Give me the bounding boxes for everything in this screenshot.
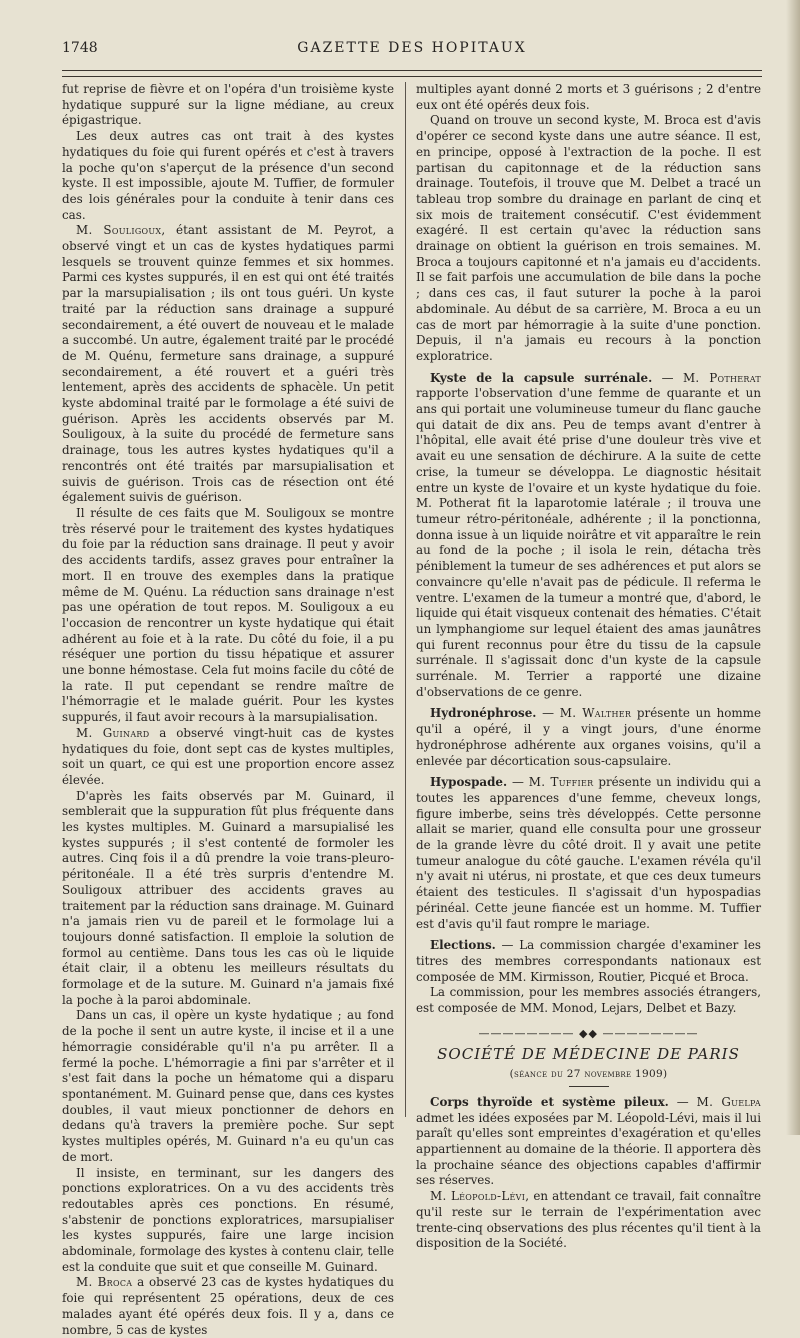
right-column — [416, 82, 762, 1251]
speaker-name: M. Souligoux, — [76, 223, 166, 238]
paragraph — [416, 1189, 761, 1252]
paragraph-text: présente un individu qui a toutes les apparences d'une femme, cheveux longs, figure imberbe, seins très développés. Cette personne allait se marier, quand elle consulta pour une grosseur de la grande lèvre du côté droit. Il y avait une petite tumeur analogue du côté gauche. L'examen révéla qu'il n'y avait ni utérus, ni prostate, et que ces deux tumeurs étaient des testicules. Il s'agissait d'un hypospadias périnéal. Cette jeune fiancée est un homme. M. Tuffier est d'avis qu'il faut rompre le mariage. — [416, 775, 761, 931]
paragraph: D'après les faits observés par M. Guinard, il semblerait que la suppuration fût plus fréquente dans les kystes multiples. M. Guinard a marsupialisé les kystes suppurés ; il s'est contenté de formoler les autres. Cinq fois il a dû prendre la voie trans-pleuro-péritonéale. Il a été très surpris d'entendre M. Souligoux attribuer des accidents graves au traitement par la réduction sans drainage. M. Guinard n'a jamais rien vu de pareil et le formolage lui a toujours donné satisfaction. Il emploie la solution de formol au centième. Dans tous les cas où le liquide était clair, il a obtenu les meilleurs résultats du formolage et de la suture. M. Guinard n'a jamais fixé la poche à la paroi abdominale. — [62, 788, 394, 1007]
header-rule-top — [62, 70, 762, 71]
paragraph — [62, 223, 394, 506]
speaker-name: M. Broca — [76, 1275, 133, 1290]
paragraph: fut reprise de fièvre et on l'opéra d'un troisième kyste hydatique suppuré sur la ligne médiane, au creux épigastrique. — [62, 82, 394, 128]
speaker-name: M. Guinard — [76, 725, 150, 740]
page-header — [62, 40, 762, 68]
topic-heading: Hydronéphrose. — [430, 706, 537, 721]
report-hypospade: Hypospade. — M. Tuffier présente un individu qui a toutes les apparences d'une femme, cheveux longs, figure imberbe, seins très développés. Cette personne allait se marier, quand elle consulta pour une grosseur de la grande lèvre du côté droit. Il y avait une petite tumeur analogue du côté gauche. L'examen révéla qu'il n'y avait ni utérus, ni prostate, et que ces deux tumeurs étaient des testicules. Il s'agissait d'un hypospadias périnéal. Cette jeune fiancée est un homme. M. Tuffier est d'avis qu'il faut rompre le mariage. — [416, 775, 761, 931]
paragraph: La commission, pour les membres associés étrangers, est composée de MM. Monod, Lejars, Delbet et Bazy. — [416, 985, 761, 1016]
page-number: 1748 — [62, 40, 98, 56]
paragraph-text: rapporte l'observation d'une femme de quarante et un ans qui portait une volumineuse tumeur du flanc gauche qui datait de dix ans. Peu de temps avant d'entrer à l'hôpital, elle avait été prise d'une douleur très vive et avait eu une sensation de déchirure. A la suite de cette crise, la tumeur se développa. Le diagnostic hésitait entre un kyste de l'ovaire et un kyste hydatique du foie. M. Potherat fit la laparotomie latérale ; il trouva une tumeur rétro-péritonéale, adhérente ; il la ponctionna, donna issue à un liquide noirâtre et vit apparaître le rein au fond de la poche ; il isola le rein, détacha très péniblement la tumeur de ses adhérences et put alors se convaincre qu'elle n'avait pas de pédicule. Il referma le ventre. L'examen de la tumeur a montré que, d'abord, le liquide qui était visqueux contenait des hématies. C'était un lymphangiome sur lequel étaient des amas jaunâtres qui furent reconnus pour être du tissu de la capsule surrénale. Il s'agissait donc d'un kyste de la capsule surrénale. M. Terrier a rapporté une dizaine d'observations de ce genre. — [416, 386, 761, 699]
section-ornament: ———————— ◆◆ ———————— — [478, 1026, 699, 1040]
topic-heading: Kyste de la capsule surrénale. — [430, 370, 653, 385]
page-edge — [786, 0, 800, 1135]
report-kyste-surrenal: Kyste de la capsule surrénale. — M. Potherat rapporte l'observation d'une femme de quarante et un ans qui portait une volumineuse tumeur du flanc gauche qui datait de dix ans. Peu de temps avant d'entrer à l'hôpital, elle avait été prise d'une douleur très vive et avait eu une sensation de déchirure. A la suite de cette crise, la tumeur se développa. Le diagnostic hésitait entre un kyste de l'ovaire et un kyste hydatique du foie. M. Potherat fit la laparotomie latérale ; il trouva une tumeur rétro-péritonéale, adhérente ; il la ponctionna, donna issue à un liquide noirâtre et vit apparaître le rein au fond de la poche ; il isola le rein, détacha très péniblement la tumeur de ses adhérences et put alors se convaincre qu'elle n'avait pas de pédicule. Il referma le ventre. L'examen de la tumeur a montré que, d'abord, le liquide qui était visqueux contenait des hématies. C'était un lymphangiome sur lequel étaient des amas jaunâtres qui furent reconnus pour être du tissu de la capsule surrénale. Il s'agissait donc d'un kyste de la capsule surrénale. M. Terrier a rapporté une dizaine d'observations de ce genre. — [416, 370, 762, 699]
paragraph-text: admet les idées exposées par M. Léopold-Lévi, mais il lui paraît qu'elles sont empreintes d'exagération et qu'elles appartiennent au domaine de la théorie. Il apportera dès la prochaine séance des objections capables d'affirmir ses réserves. — [416, 1110, 761, 1188]
section-rule — [569, 1086, 609, 1087]
report-elections: Elections. — La commission chargée d'examiner les titres des membres correspondants nationaux est composée de MM. Kirmisson, Routier, Picqué et Broca. — [416, 938, 761, 984]
left-column — [62, 82, 394, 1337]
topic-heading: Elections. — [430, 938, 496, 953]
speaker-name: M. Potherat — [682, 370, 762, 385]
paragraph-text: étant assistant de M. Peyrot, a observé vingt et un cas de kystes hydatiques parmi lesquels se trouvent quinze femmes et six hommes. Parmi ces kystes suppurés, il en est qui ont été traités par la marsupialisation ; ils ont tous guéri. Un kyste traité par la réduction sans drainage a suppuré secondairement, a été ouvert de nouveau et le malade a succombé. Un autre, également traité par le procédé de M. Quénu, fermeture sans drainage, a suppuré secondairement, a été rouvert et a guéri très lentement, après des accidents de sphacèle. Un petit kyste abdominal traité par le formolage a été suivi de guérison. Après les accidents observés par M. Souligoux, à la suite du procédé de fermeture sans drainage, tous les autres kystes hydatiques qu'il a rencontrés ont été traités par marsupialisation et suivis de guérison. Trois cas de résection ont été également suivis de guérison. — [62, 223, 394, 505]
speaker-name: M. Walther — [559, 706, 632, 721]
paragraph — [62, 726, 394, 789]
paragraph-text: a observé 23 cas de kystes hydatiques du foie qui représentent 25 opérations, deux de ces malades ayant été opérés deux fois. Il y a, dans ce nombre, 5 cas de kystes — [62, 1275, 394, 1337]
paragraph: Les deux autres cas ont trait à des kystes hydatiques du foie qui furent opérés et c'est à travers la poche qu'on s'aperçut de la présence d'un second kyste. Il est impossible, ajoute M. Tuffier, de formuler des lois générales pour la conduite à tenir dans ces cas. — [62, 129, 394, 222]
header-rule-bottom — [62, 76, 762, 77]
column-divider — [405, 82, 406, 1117]
paragraph-text: présente un homme qu'il a opéré, il y a vingt jours, d'une énorme hydronéphrose adhérente aux organes voisins, qu'il a enlevée par décortication sous-capsulaire. — [416, 706, 761, 768]
speaker-name: M. Guelpa — [696, 1094, 761, 1109]
paragraph: Dans un cas, il opère un kyste hydatique ; au fond de la poche il sent un autre kyste, il incise et il a une hémorragie considérable qu'il n'a pu arrêter. Il a fermé la poche. L'hémorragie a fini par s'arrêter et il s'est fait dans la poche un hématome qui a disparu spontanément. M. Guinard pense que, dans ces kystes doubles, il vaut mieux ponctionner de dehors en dedans qu'à travers la première poche. Sur sept kystes multiples opérés, M. Guinard n'a eu qu'un cas de mort. — [62, 1008, 394, 1164]
paragraph — [62, 1275, 394, 1338]
section-title: SOCIÉTÉ DE MÉDECINE DE PARIS — [437, 1045, 740, 1064]
paragraph-text: en attendant ce travail, fait connaître qu'il reste sur le terrain de l'expérimentation avec trente-cinq observations des plus récentes qu'il tient à la disposition de la Société. — [416, 1189, 762, 1251]
paragraph: Il résulte de ces faits que M. Souligoux se montre très réservé pour le traitement des kystes hydatiques du foie par la réduction sans drainage. Il peut y avoir des accidents tardifs, assez graves pour entraîner la mort. Il en trouve des exemples dans la pratique même de M. Quénu. La réduction sans drainage n'est pas une opération de tout repos. M. Souligoux a eu l'occasion de rencontrer un kyste hydatique qui était adhérent au foie et à la rate. Du côté du foie, il a pu réséquer une portion du tissu hépatique et assurer une bonne hémostase. Cela fut moins facile du côté de la rate. Il put cependant se rendre maître de l'hémorragie et le malade guérit. Pour les kystes suppurés, il faut avoir recours à la marsupialisation. — [62, 505, 394, 725]
paragraph: Il insiste, en terminant, sur les dangers des ponctions exploratrices. On a vu des accidents très redoutables après ces ponctions. En résumé, s'abstenir de ponctions exploratrices, marsupialiser les kystes suppurés, faire une large incision abdominale, formolage des kystes à contenu clair, telle est la conduite que suit et que conseille M. Guinard. — [62, 1165, 394, 1274]
running-title: GAZETTE DES HOPITAUX — [297, 40, 527, 56]
speaker-name: M. Léopold-Lévi, — [430, 1189, 530, 1204]
paragraph-text: La commission chargée d'examiner les titres des membres correspondants nationaux est composée de MM. Kirmisson, Routier, Picqué et Broca. — [416, 938, 761, 984]
topic-heading: Corps thyroïde et système pileux. — [430, 1094, 669, 1109]
paragraph: multiples ayant donné 2 morts et 3 guérisons ; 2 d'entre eux ont été opérés deux fois. — [416, 82, 761, 112]
report-hydronephrose: Hydronéphrose. — M. Walther présente un homme qu'il a opéré, il y a vingt jours, d'une énorme hydronéphrose adhérente aux organes voisins, qu'il a enlevée par décortication sous-capsulaire. — [416, 706, 761, 768]
paragraph: Quand on trouve un second kyste, M. Broca est d'avis d'opérer ce second kyste dans une autre séance. Il est, en principe, opposé à l'extraction de la poche. Il est partisan du capitonnage et de la réduction sans drainage. Toutefois, il trouve que M. Delbet a tracé un tableau trop sombre du drainage en parlant de cinq et six mois de traitement consécutif. C'est évidemment exagéré. Il est certain qu'avec la réduction sans drainage on obtient la guérison en trois semaines. M. Broca a toujours capitonné et n'a jamais eu d'accidents. Il se fait parfois une accumulation de bile dans la poche ; dans ces cas, il faut suturer la poche à la paroi abdominale. Au début de sa carrière, M. Broca a eu un cas de mort par hémorragie à la suite d'une ponction. Depuis, il n'a jamais eu recours à la ponction exploratrice. — [416, 113, 761, 363]
speaker-name: M. Tuffier — [528, 775, 594, 790]
topic-heading: Hypospade. — [430, 775, 508, 790]
paragraph-text: a observé vingt-huit cas de kystes hydatiques du foie, dont sept cas de kystes multiples, soit un quart, ce qui est une proportion encore assez élevée. — [62, 725, 394, 787]
report-corps-thyroide: Corps thyroïde et système pileux. — M. Guelpa admet les idées exposées par M. Léopold-Lévi, mais il lui paraît qu'elles sont empreintes d'exagération et qu'elles appartiennent au domaine de la théorie. Il apportera dès la prochaine séance des objections capables d'affirmir ses réserves. — [416, 1094, 761, 1188]
section-date: (séance du 27 novembre 1909) — [509, 1068, 668, 1081]
